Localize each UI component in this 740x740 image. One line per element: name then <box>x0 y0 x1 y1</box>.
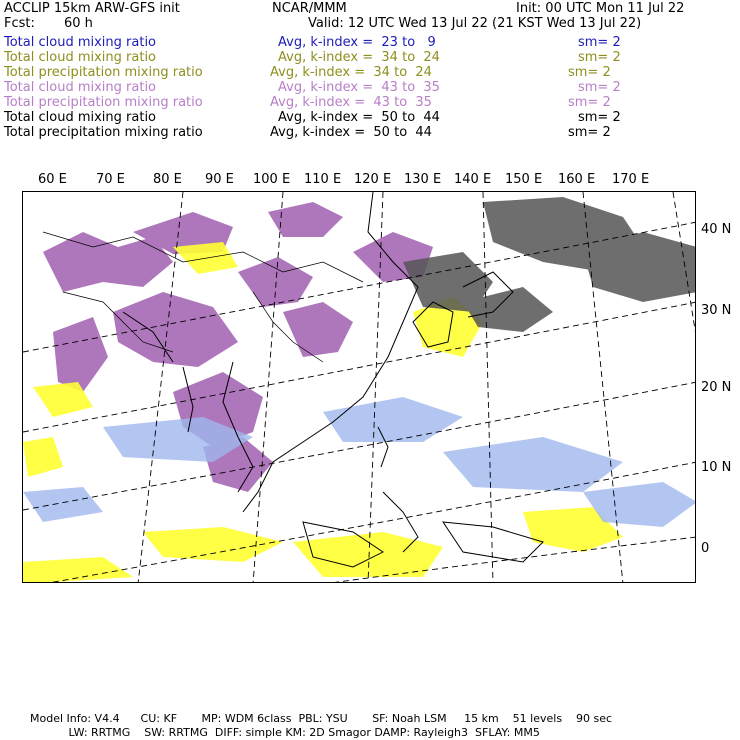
field-name: Total precipitation mixing ratio <box>4 95 203 110</box>
lon-label: 130 E <box>404 172 442 187</box>
field-name: Total cloud mixing ratio <box>4 35 157 50</box>
field-name: Total cloud mixing ratio <box>4 50 157 65</box>
field-sm: sm= 2 <box>568 65 611 80</box>
field-sm: sm= 2 <box>568 125 611 140</box>
lon-label: 160 E <box>558 172 596 187</box>
upper-cloud-shading <box>43 202 433 492</box>
field-name: Total cloud mixing ratio <box>4 80 157 95</box>
lat-label: 40 N <box>701 222 732 237</box>
lon-label: 80 E <box>153 172 182 187</box>
lon-label: 150 E <box>505 172 543 187</box>
lat-label: 30 N <box>701 303 732 318</box>
lat-label: 20 N <box>701 380 732 395</box>
forecast-map <box>22 191 696 583</box>
lat-label: 0 <box>701 541 710 556</box>
field-avg: Avg, k-index = 34 to 24 <box>278 50 440 65</box>
field-name: Total precipitation mixing ratio <box>4 65 203 80</box>
model-title: ACCLIP 15km ARW-GFS init <box>4 1 180 16</box>
lon-label: 90 E <box>205 172 234 187</box>
lon-label: 170 E <box>612 172 650 187</box>
lon-label: 70 E <box>96 172 125 187</box>
lon-label: 100 E <box>253 172 291 187</box>
field-name: Total precipitation mixing ratio <box>4 125 203 140</box>
low-cloud-shading <box>23 397 696 527</box>
lon-label: 120 E <box>354 172 392 187</box>
lon-label: 140 E <box>454 172 492 187</box>
init-time: Init: 00 UTC Mon 11 Jul 22 <box>516 1 685 16</box>
field-avg: Avg, k-index = 50 to 44 <box>270 125 432 140</box>
field-avg: Avg, k-index = 34 to 24 <box>270 65 432 80</box>
lon-label: 110 E <box>304 172 342 187</box>
lat-label: 10 N <box>701 460 732 475</box>
field-avg: Avg, k-index = 23 to 9 <box>278 35 436 50</box>
field-name: Total cloud mixing ratio <box>4 110 157 125</box>
map-canvas <box>23 192 696 583</box>
valid-time: Valid: 12 UTC Wed 13 Jul 22 (21 KST Wed 13 Jul 22) <box>308 16 642 31</box>
field-sm: sm= 2 <box>578 110 621 125</box>
field-avg: Avg, k-index = 43 to 35 <box>270 95 432 110</box>
field-sm: sm= 2 <box>578 50 621 65</box>
field-avg: Avg, k-index = 43 to 35 <box>278 80 440 95</box>
model-info-line1: Model Info: V4.4 CU: KF MP: WDM 6class PBL: YSU SF: Noah LSM 15 km 51 levels 90 sec <box>30 712 613 725</box>
model-info-line2: LW: RRTMG SW: RRTMG DIFF: simple KM: 2D Smagor DAMP: Rayleigh3 SFLAY: MM5 <box>30 726 540 739</box>
mid-cloud-shading <box>23 242 623 583</box>
field-avg: Avg, k-index = 50 to 44 <box>278 110 440 125</box>
organization-label: NCAR/MMM <box>272 1 347 16</box>
lon-label: 60 E <box>38 172 67 187</box>
forecast-hour-label: Fcst: <box>4 16 35 31</box>
forecast-hour-value: 60 h <box>64 16 93 31</box>
field-sm: sm= 2 <box>578 35 621 50</box>
field-sm: sm= 2 <box>578 80 621 95</box>
field-sm: sm= 2 <box>568 95 611 110</box>
